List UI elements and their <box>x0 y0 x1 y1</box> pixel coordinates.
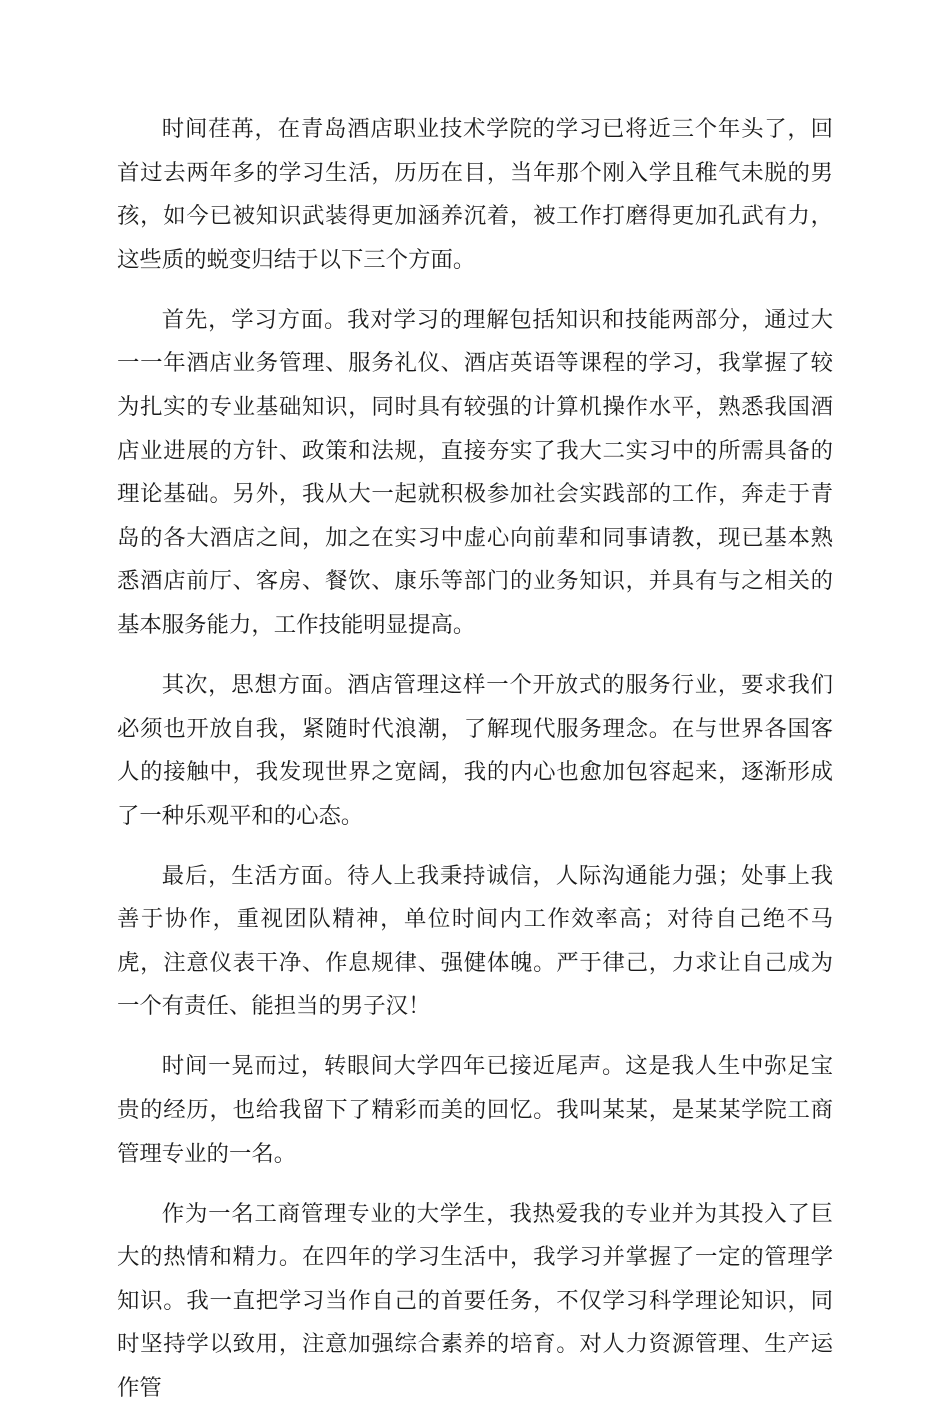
paragraph-study: 首先，学习方面。我对学习的理解包括知识和技能两部分，通过大一一年酒店业务管理、服务礼仪、酒店英语等课程的学习，我掌握了较为扎实的专业基础知识，同时具有较强的计算机操作水平，熟悉我国酒店业进展的方针、政策和法规，直接夯实了我大二实习中的所需具备的理论基础。另外，我从大一起就积极参加社会实践部的工作，奔走于青岛的各大酒店之间，加之在实习中虚心向前辈和同事请教，现已基本熟悉酒店前厅、客房、餐饮、康乐等部门的业务知识，并具有与之相关的基本服务能力，工作技能明显提高。 <box>117 306 833 638</box>
paragraph-life: 最后，生活方面。待人上我秉持诚信，人际沟通能力强；处事上我善于协作，重视团队精神，单位时间内工作效率高；对待自己绝不马虎，注意仪表干净、作息规律、强健体魄。严于律己，力求让自己成为一个有责任、能担当的男子汉！ <box>117 862 833 1020</box>
paragraph-time-passes: 时间一晃而过，转眼间大学四年已接近尾声。这是我人生中弥足宝贵的经历，也给我留下了精彩而美的回忆。我叫某某，是某某学院工商管理专业的一名。 <box>117 1053 833 1167</box>
paragraph-major: 作为一名工商管理专业的大学生，我热爱我的专业并为其投入了巨大的热情和精力。在四年的学习生活中，我学习并掌握了一定的管理学知识。我一直把学习当作自己的首要任务，不仅学习科学理论知识，同时坚持学以致用，注意加强综合素养的培育。对人力资源管理、生产运作管 <box>117 1200 833 1401</box>
paragraph-thinking: 其次，思想方面。酒店管理这样一个开放式的服务行业，要求我们必须也开放自我，紧随时代浪潮，了解现代服务理念。在与世界各国客人的接触中，我发现世界之宽阔，我的内心也愈加包容起来，逐渐形成了一种乐观平和的心态。 <box>117 671 833 829</box>
paragraph-intro: 时间荏苒，在青岛酒店职业技术学院的学习已将近三个年头了，回首过去两年多的学习生活，历历在目，当年那个刚入学且稚气未脱的男孩，如今已被知识武装得更加涵养沉着，被工作打磨得更加孔武有力，这些质的蜕变归结于以下三个方面。 <box>117 116 833 273</box>
document-body <box>117 108 833 1427</box>
